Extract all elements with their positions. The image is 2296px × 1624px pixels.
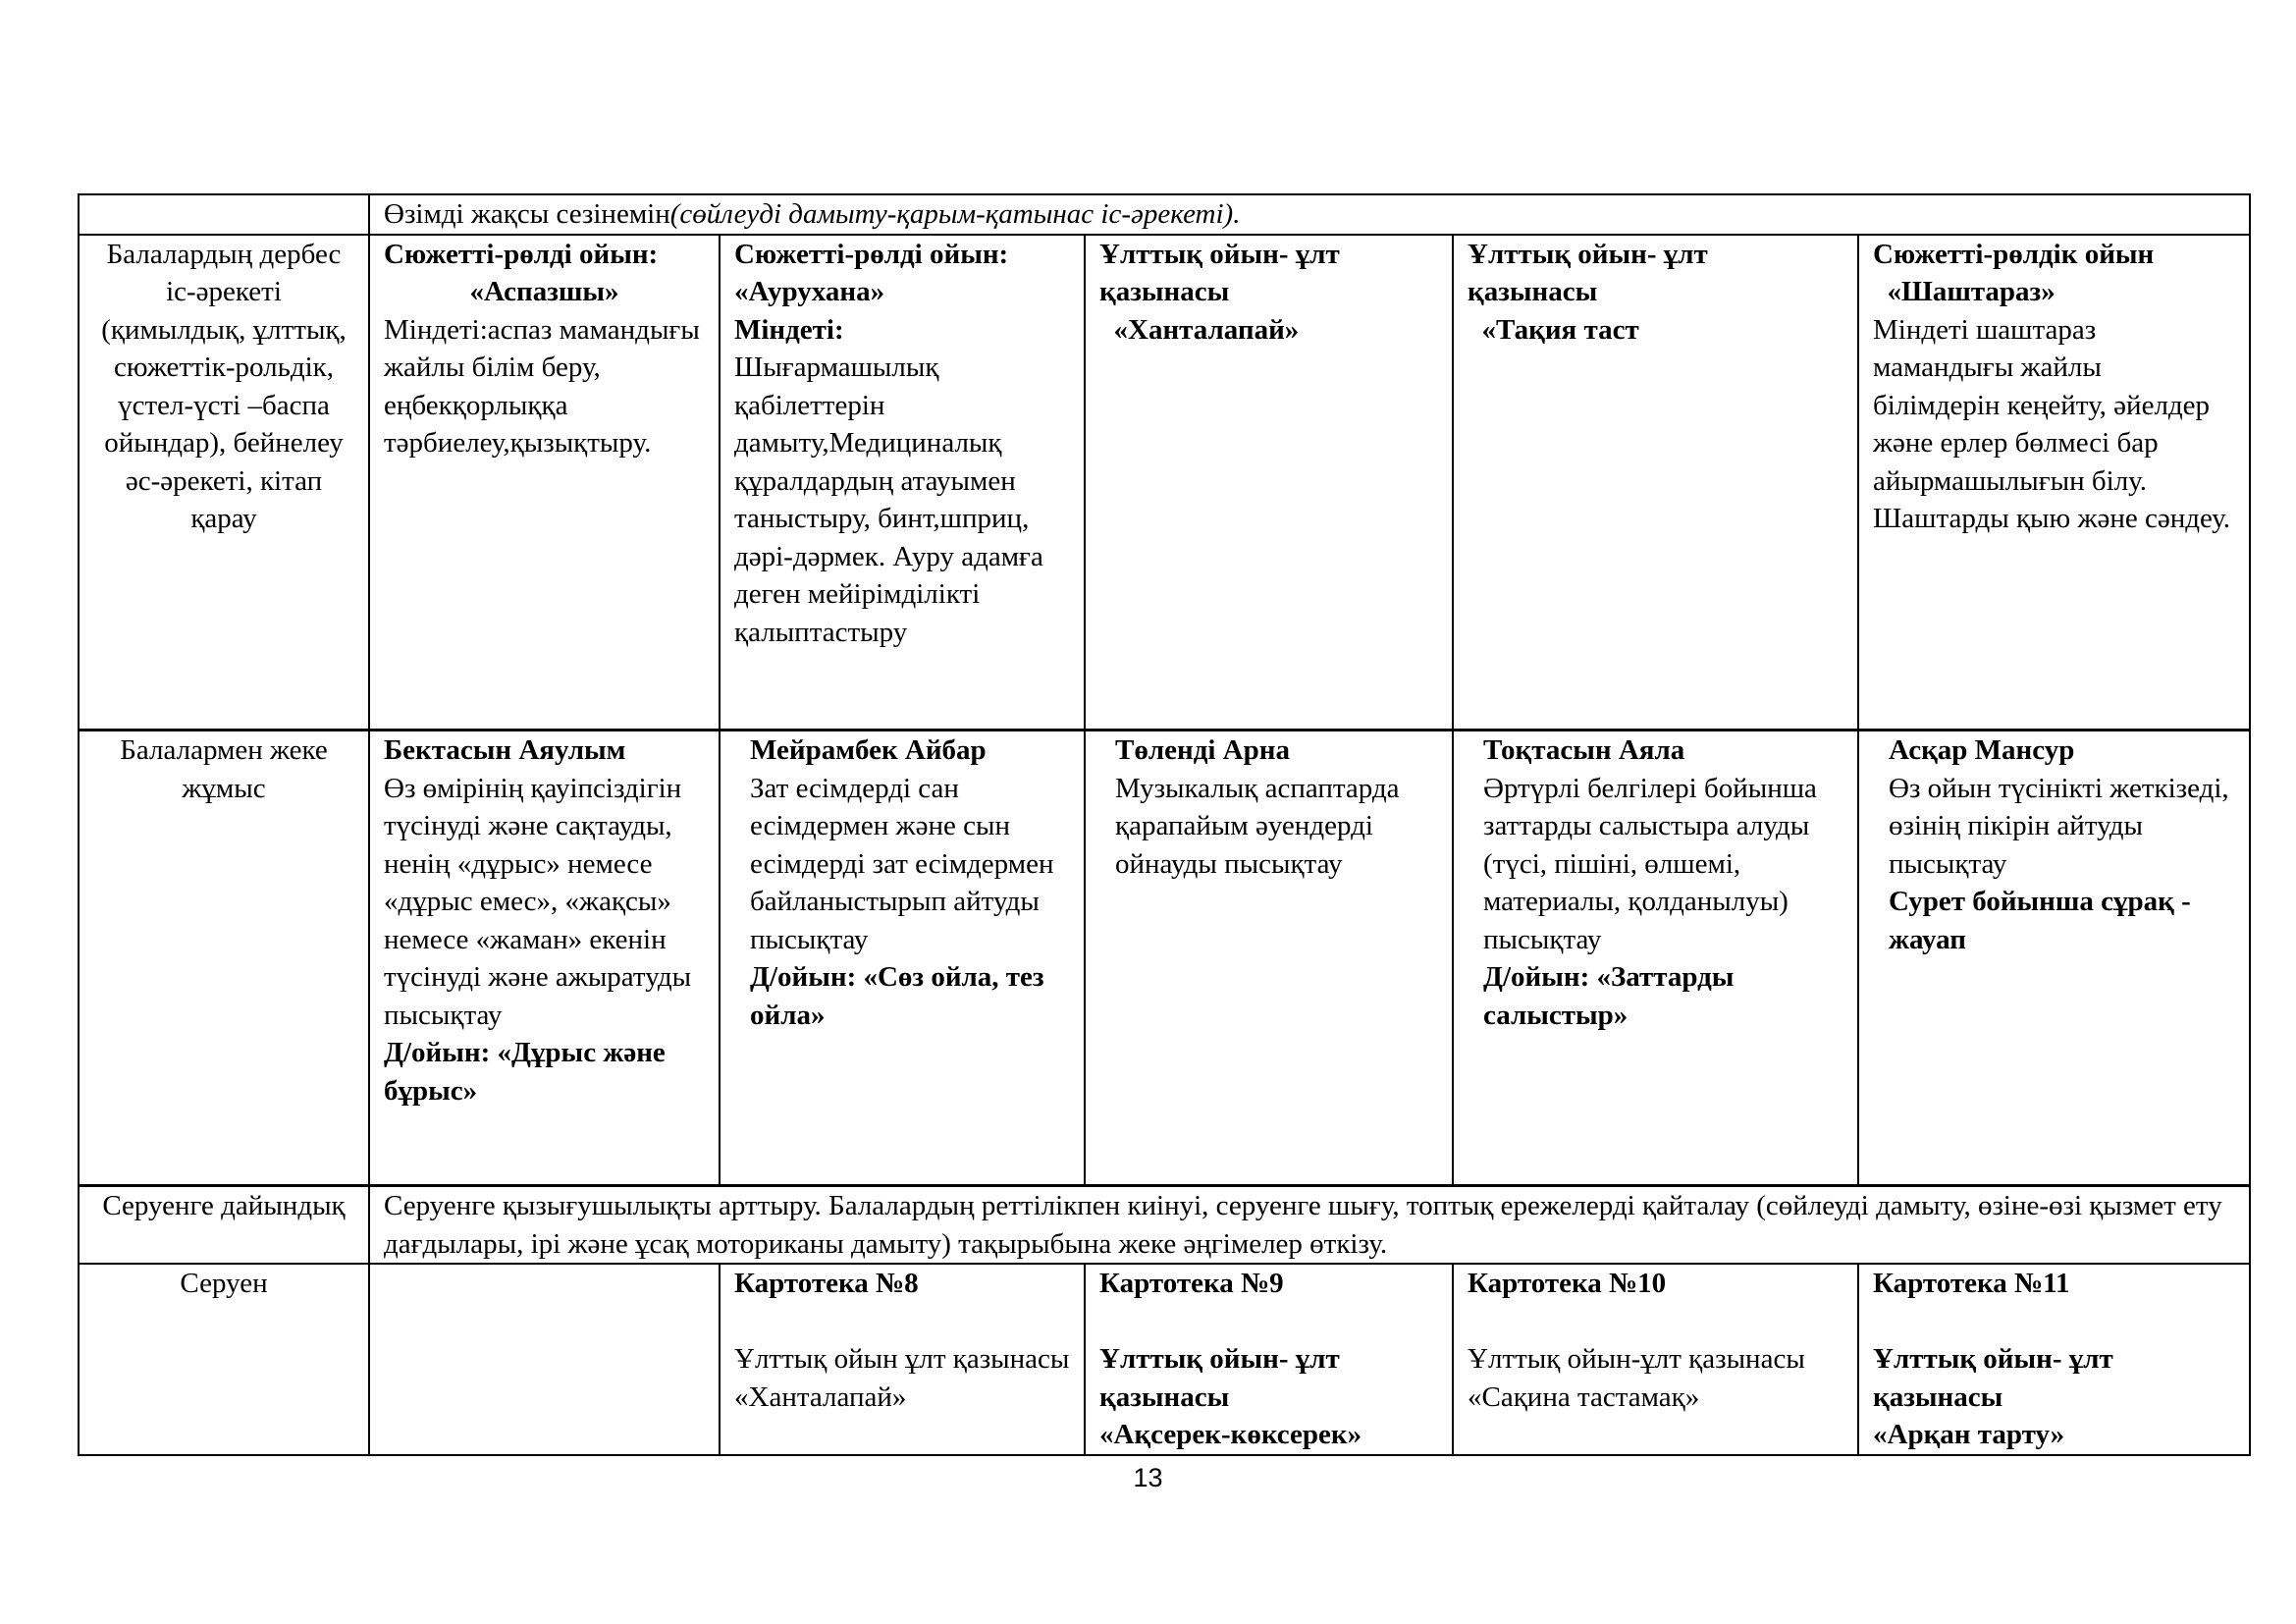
walk-4-title: Картотека №10 <box>1468 1268 1667 1299</box>
walk-cell-5 <box>1858 1264 2250 1455</box>
walk-3-game-name: «Ақсерек-көксерек» <box>1099 1419 1362 1450</box>
walk-cell-1 <box>369 1264 720 1455</box>
page-number: 13 <box>1133 1463 1163 1492</box>
individual-4-body: Әртүрлі белгілері бойынша заттарды салыстыра алуды (түсі, пішіні, өлшемі, материалы, қолданылуы) пысықтау <box>1483 772 1817 955</box>
activity-2-name: «Аурухана» <box>734 276 885 307</box>
activity-cell-5 <box>1858 235 2250 731</box>
individual-cell-3 <box>1085 731 1453 1186</box>
individual-4-game: Д/ойын: «Заттарды салыстыр» <box>1483 961 1735 1031</box>
individual-2-body: Зат есімдерді сан есімдермен және сын есімдерді зат есімдермен байланыстырып айтуды пысықтау <box>750 772 1054 955</box>
walk-prep-text: Серуенге қызығушылықты арттыру. Балалардың реттілікпен киінуі, серуенге шығу, топтық ережелерді қайталау (сөйлеуді дамыту, өзіне-өзі қызмет ету дағдылары, ірі және ұсақ моториканы дамыту) тақырыбына жеке әңгімелер өткізу. <box>369 1186 2250 1265</box>
walk-cell-2 <box>720 1264 1085 1455</box>
walk-2-title: Картотека №8 <box>734 1268 919 1299</box>
individual-1-body: Өз өмірінің қауіпсіздігін түсінуді және сақтауды, ненің «дұрыс» немесе «дұрыс емес», «жақсы» немесе «жаман» екенін түсінуді және ажыратуды пысықтау <box>384 772 692 1031</box>
individual-1-game: Д/ойын: «Дұрыс және бұрыс» <box>384 1037 666 1107</box>
walk-cell-4 <box>1453 1264 1858 1455</box>
individual-3-child-name: Төленді Арна <box>1115 734 1290 766</box>
activity-3-name: «Ханталапай» <box>1113 313 1300 346</box>
activity-cell-3 <box>1085 235 1453 731</box>
individual-label: Балалармен жеке жұмыс <box>79 731 369 1186</box>
individual-cell-1 <box>369 731 720 1186</box>
walk-5-game-name: «Арқан тарту» <box>1873 1419 2065 1450</box>
activity-label: Балалардың дербес іс-әрекеті (қимылдық, ұлттық, сюжеттік-рольдік, үстел-үсті –баспа ойындар), бейнелеу әс-әрекеті, кітап қарау <box>79 235 369 731</box>
individual-2-child-name: Мейрамбек Айбар <box>750 734 987 766</box>
activity-cell-4 <box>1453 235 1858 731</box>
individual-5-body: Өз ойын түсінікті жеткізеді, өзінің пікірін айтуды пысықтау <box>1889 772 2229 880</box>
walk-5-title: Картотека №11 <box>1873 1268 2070 1299</box>
walk-label: Серуен <box>79 1264 369 1455</box>
walk-5-game-type: Ұлттық ойын- ұлт қазынасы <box>1873 1343 2113 1413</box>
activity-2-task-label: Міндеті: <box>734 313 844 346</box>
emotion-cell <box>369 194 2250 235</box>
activity-4-name: «Тақия таст <box>1481 313 1639 346</box>
walk-prep-row <box>79 1186 2250 1265</box>
activity-2-body: Шығармашылық қабілеттерін дамыту,Медициналық құралдардың атауымен таныстыру, бинт,шприц, дәрі-дәрмек. Ауру адамға деген мейірімділікті қалыптастыру <box>734 352 1043 648</box>
walk-3-title: Картотека №9 <box>1099 1268 1284 1299</box>
activity-5-body: Міндеті шаштараз мамандығы жайлы білімдерін кеңейту, әйелдер және ерлер бөлмесі бар айырмашылығын білу. Шаштарды қыю және сәндеу. <box>1873 313 2231 534</box>
individual-3-body: Музыкалық аспаптарда қарапайым әуендерді ойнауды пысықтау <box>1115 772 1400 880</box>
walk-2-game-type: Ұлттық ойын ұлт қазынасы <box>734 1343 1070 1375</box>
individual-cell-5 <box>1858 731 2250 1186</box>
walk-4-game-name: «Сақина тастамақ» <box>1468 1380 1700 1413</box>
emotion-text: Өзімді жақсы сезінемін <box>384 198 670 230</box>
walk-prep-label: Серуенге дайындық <box>79 1186 369 1265</box>
emotion-label-cell <box>79 194 369 235</box>
individual-4-child-name: Тоқтасын Аяла <box>1483 734 1685 766</box>
activity-5-name: «Шаштараз» <box>1887 276 2056 307</box>
individual-2-game: Д/ойын: «Сөз ойла, тез ойла» <box>750 961 1044 1031</box>
walk-3-game-type: Ұлттық ойын- ұлт қазынасы <box>1099 1343 1340 1413</box>
individual-5-child-name: Асқар Мансур <box>1889 734 2075 766</box>
emotion-row <box>79 194 2250 235</box>
activity-row <box>79 235 2250 731</box>
walk-cell-3 <box>1085 1264 1453 1455</box>
walk-4-game-type: Ұлттық ойын-ұлт қазынасы <box>1468 1343 1805 1375</box>
activity-1-body: Міндеті:аспаз мамандығы жайлы білім беру, еңбекқорлыққа тәрбиелеу,қызықтыру. <box>384 313 700 459</box>
activity-2-title: Сюжетті-рөлді ойын: <box>734 238 1009 270</box>
individual-row <box>79 731 2250 1186</box>
individual-1-child-name: Бектасын Аяулым <box>384 734 626 766</box>
individual-cell-2 <box>720 731 1085 1186</box>
individual-5-game: Сурет бойынша сұрақ - жауап <box>1889 886 2191 955</box>
activity-4-title: Ұлттық ойын- ұлт қазынасы <box>1468 238 1708 307</box>
activity-1-name: «Аспазшы» <box>469 276 619 307</box>
walk-row <box>79 1264 2250 1455</box>
activity-cell-1 <box>369 235 720 731</box>
daily-plan-table <box>78 193 2251 1456</box>
emotion-italic-text: (сөйлеуді дамыту-қарым-қатынас іс-әрекеті). <box>669 198 1241 230</box>
walk-2-game-name: «Ханталапай» <box>734 1380 907 1413</box>
activity-1-title: Сюжетті-рөлді ойын: <box>384 238 659 270</box>
activity-cell-2 <box>720 235 1085 731</box>
individual-cell-4 <box>1453 731 1858 1186</box>
activity-5-title: Сюжетті-рөлдік ойын <box>1873 238 2155 270</box>
activity-3-title: Ұлттық ойын- ұлт қазынасы <box>1099 238 1340 307</box>
